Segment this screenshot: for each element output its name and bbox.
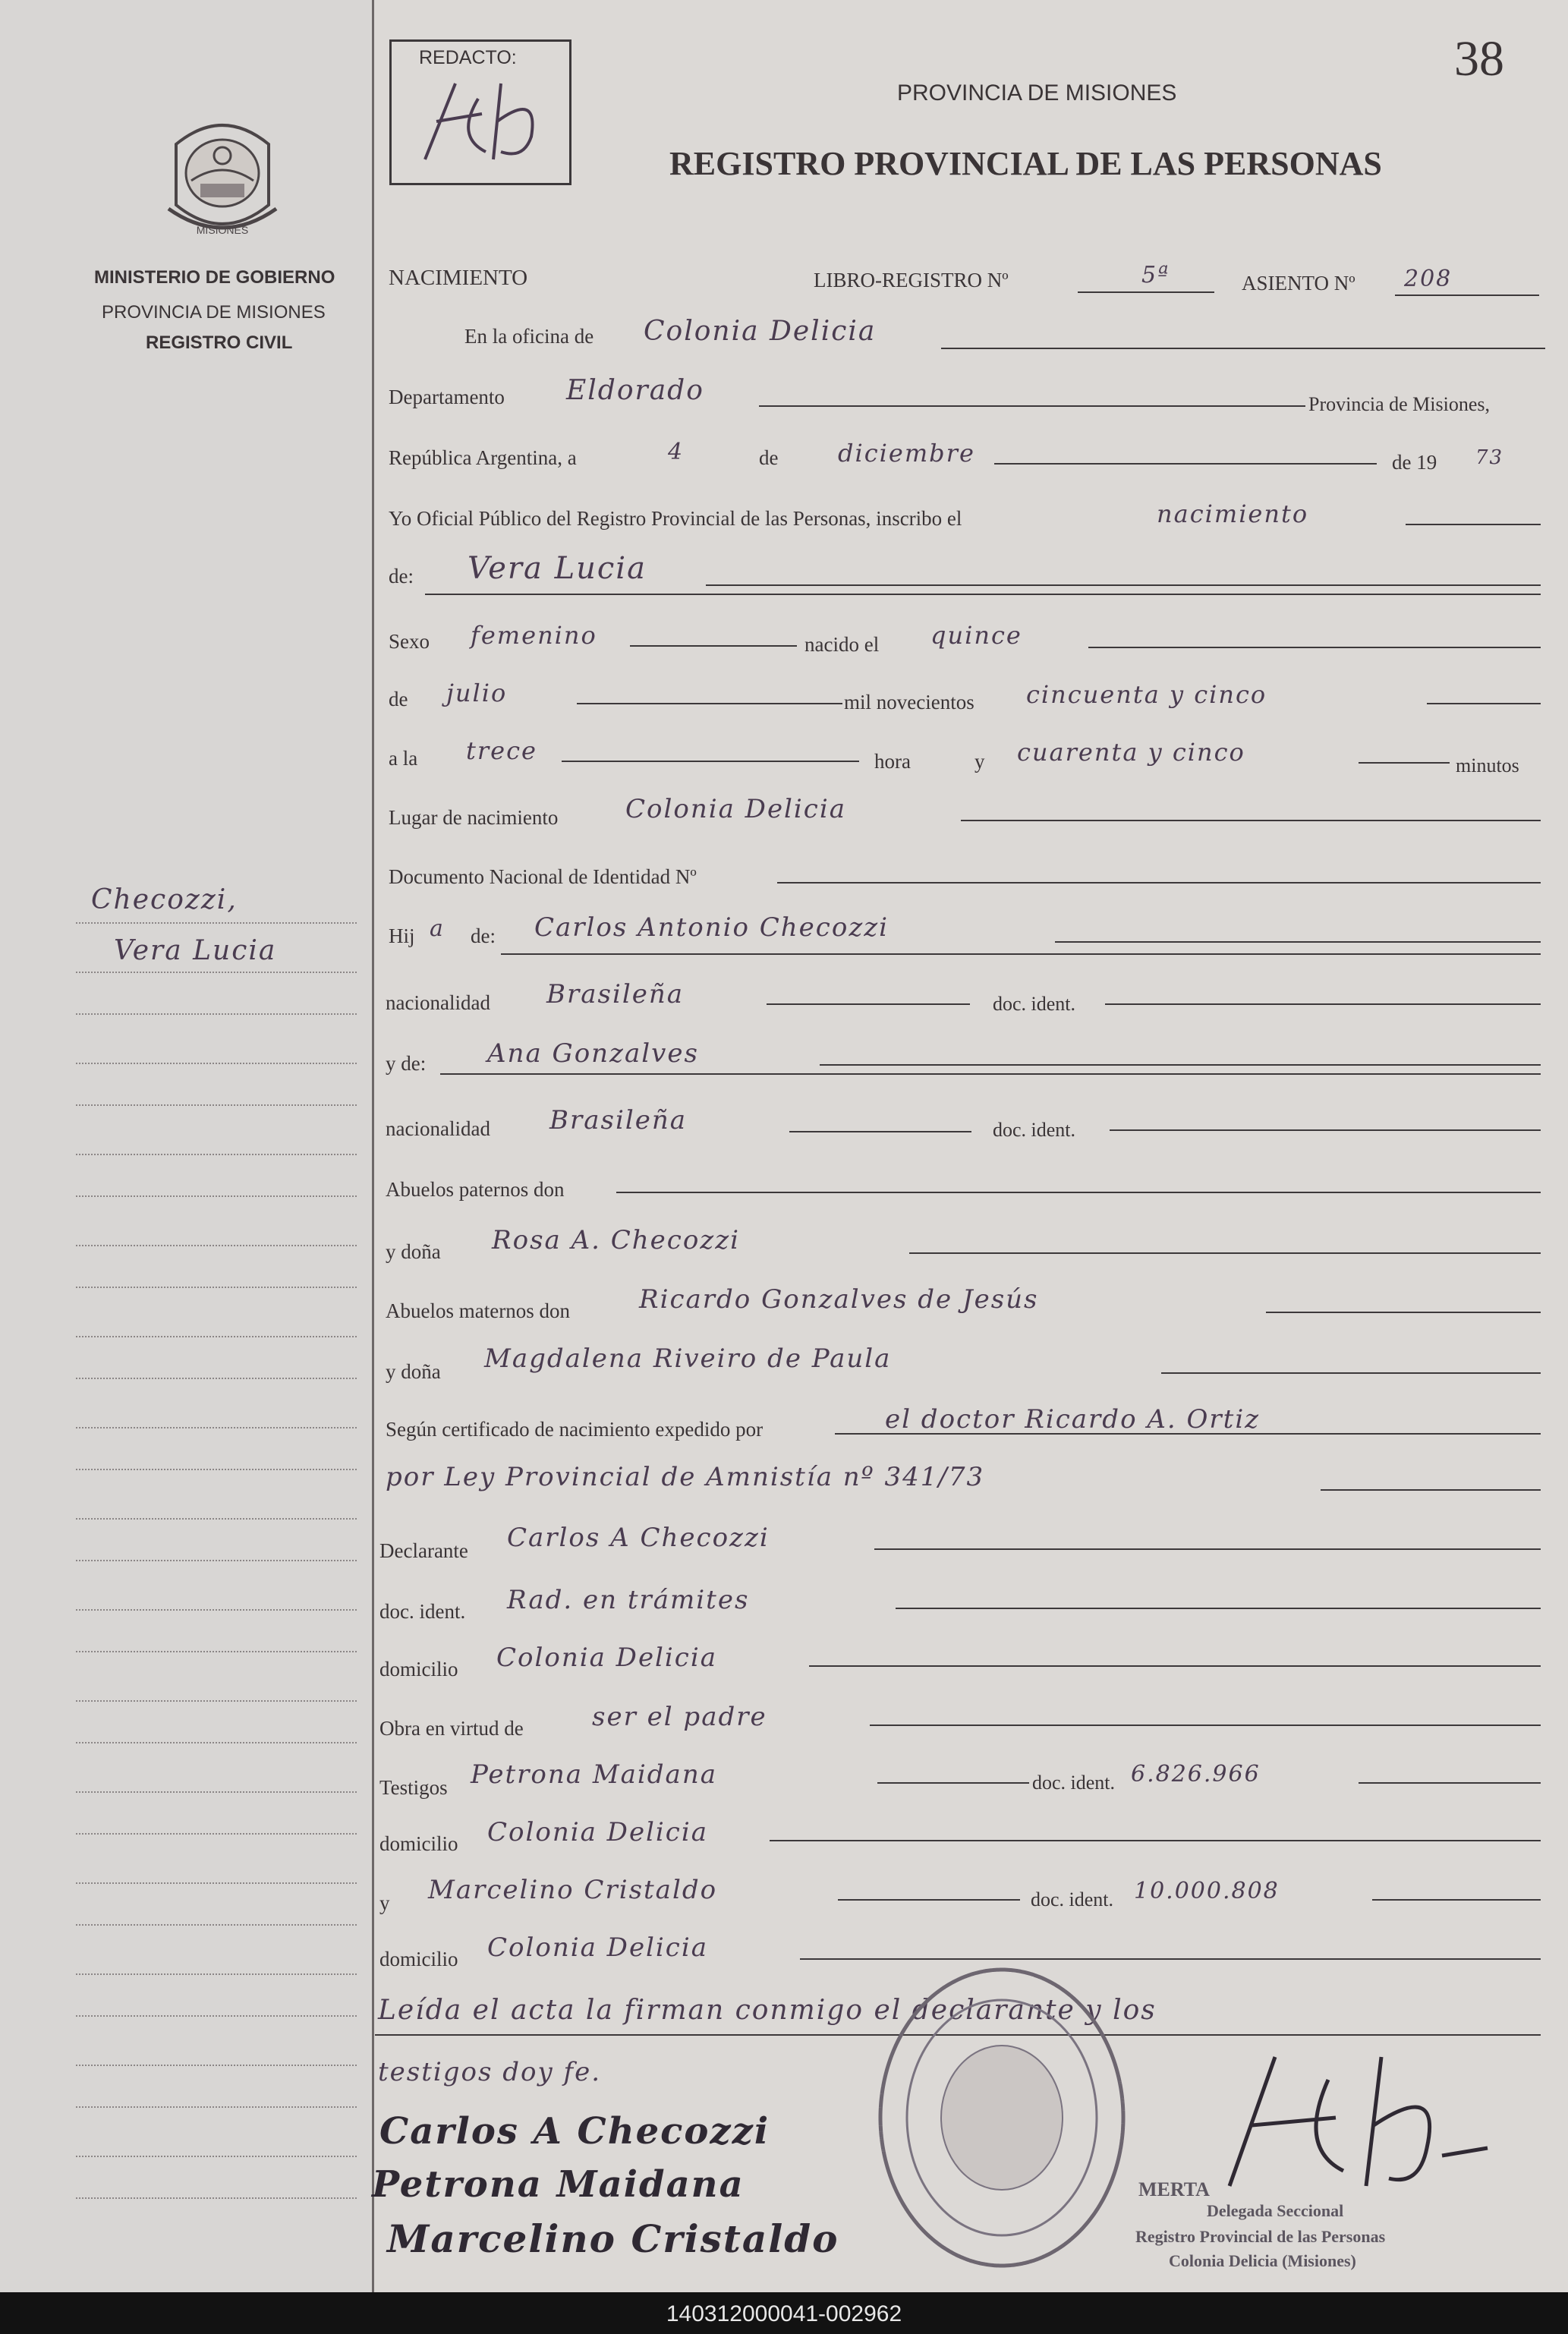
- nacionalidad-madre-label: nacionalidad: [386, 1117, 490, 1140]
- testigos-label: Testigos: [379, 1776, 448, 1799]
- sexo-value: femenino: [471, 621, 597, 650]
- coat-of-arms-emblem: [161, 114, 284, 247]
- official-signature: [1214, 2034, 1503, 2209]
- mil-label: mil novecientos: [844, 691, 974, 713]
- abuela-mat-value: Magdalena Riveiro de Paula: [484, 1343, 892, 1374]
- hij-de-label: de:: [471, 924, 496, 947]
- dni-label: Documento Nacional de Identidad Nº: [389, 865, 697, 888]
- official-office: Colonia Delicia (Misiones): [1169, 2251, 1356, 2270]
- testigo2-value: Marcelino Cristaldo: [428, 1875, 718, 1905]
- civil-registry-label: REGISTRO CIVIL: [146, 332, 293, 353]
- signature-testigo-2: Marcelino Cristaldo: [387, 2216, 839, 2261]
- de-colon-label: de:: [389, 565, 414, 587]
- obra-value: ser el padre: [592, 1702, 767, 1732]
- departamento-value: Eldorado: [566, 375, 704, 406]
- nacido-label: nacido el: [804, 633, 880, 656]
- dia-value: 4: [668, 439, 685, 465]
- doc-ident-padre-label: doc. ident.: [993, 993, 1076, 1015]
- official-role: Delegada Seccional: [1207, 2201, 1344, 2220]
- svg-text:MISIONES: MISIONES: [196, 224, 249, 236]
- republica-label: República Argentina, a: [389, 446, 577, 469]
- anio-prefix: de 19: [1392, 451, 1437, 474]
- certificado-value: el doctor Ricardo A. Ortiz: [885, 1404, 1261, 1435]
- y-label: y: [974, 750, 985, 773]
- closing-line-2: testigos doy fe.: [378, 2057, 602, 2087]
- testigo2-dom-value: Colonia Delicia: [487, 1932, 708, 1963]
- y-testigo2-label: y: [379, 1891, 390, 1914]
- page-number: 38: [1454, 31, 1504, 87]
- yo-oficial-label: Yo Oficial Público del Registro Provincial de las Personas, inscribo el: [389, 507, 962, 530]
- padre-value: Carlos Antonio Checozzi: [534, 912, 889, 943]
- certificado-continuation: por Ley Provincial de Amnistía nº 341/73: [386, 1462, 985, 1492]
- departamento-label: Departamento: [389, 386, 505, 408]
- y-dona-pat-label: y doña: [386, 1240, 441, 1263]
- minutos-value: cuarenta y cinco: [1017, 738, 1245, 767]
- nac-padre-value: Brasileña: [546, 979, 684, 1010]
- signature-declarante: Carlos A Checozzi: [379, 2110, 770, 2153]
- footer-bar: [0, 2292, 1568, 2334]
- signature-testigo-1: Petrona Maidana: [372, 2163, 745, 2206]
- official-registry: Registro Provincial de las Personas: [1135, 2227, 1386, 2246]
- nacimiento-label: NACIMIENTO: [389, 266, 528, 290]
- redacto-initials-signature: [410, 68, 554, 175]
- abuelos-maternos-label: Abuelos maternos don: [386, 1299, 570, 1322]
- de-label: de: [759, 446, 779, 469]
- minutos-label: minutos: [1456, 754, 1519, 776]
- doc-ident-testigo1-label: doc. ident.: [1032, 1772, 1116, 1794]
- mes-nac-value: julio: [446, 679, 508, 707]
- header-title: REGISTRO PROVINCIAL DE LAS PERSONAS: [669, 145, 1382, 182]
- anio-nac-value: cincuenta y cinco: [1026, 680, 1267, 709]
- madre-value: Ana Gonzalves: [487, 1038, 699, 1069]
- declarante-value: Carlos A Checozzi: [507, 1523, 770, 1553]
- libro-label: LIBRO-REGISTRO Nº: [814, 269, 1009, 291]
- asiento-label: ASIENTO Nº: [1242, 272, 1355, 295]
- abuelo-mat-value: Ricardo Gonzalves de Jesús: [639, 1284, 1039, 1315]
- hora-label: hora: [874, 750, 911, 773]
- oficina-label: En la oficina de: [464, 325, 594, 348]
- ministry-label: MINISTERIO DE GOBIERNO: [94, 267, 335, 288]
- nac-madre-value: Brasileña: [549, 1105, 687, 1136]
- anio-value: 73: [1475, 446, 1504, 469]
- doc-ident-declarante-label: doc. ident.: [379, 1600, 466, 1623]
- mes-value: diciembre: [838, 439, 975, 468]
- doc-ident-madre-label: doc. ident.: [993, 1119, 1076, 1141]
- lugar-label: Lugar de nacimiento: [389, 806, 559, 829]
- abuelos-paternos-label: Abuelos paternos don: [386, 1178, 565, 1201]
- nacionalidad-padre-label: nacionalidad: [386, 991, 490, 1014]
- y-de-label: y de:: [386, 1052, 427, 1075]
- hij-suffix: a: [430, 915, 445, 942]
- libro-value: 5ª: [1141, 262, 1170, 288]
- declarante-dom-value: Colonia Delicia: [496, 1643, 717, 1673]
- header-province: PROVINCIA DE MISIONES: [897, 80, 1177, 106]
- de2-label: de: [389, 688, 408, 710]
- lugar-value: Colonia Delicia: [625, 794, 846, 824]
- oficina-value: Colonia Delicia: [644, 316, 877, 347]
- testigo2-doc-value: 10.000.808: [1134, 1878, 1280, 1904]
- official-round-stamp: [865, 1958, 1138, 2277]
- redacto-label: REDACTO:: [419, 47, 517, 68]
- certificado-label: Según certificado de nacimiento expedido por: [386, 1418, 764, 1441]
- margin-note-surname: Checozzi,: [91, 884, 238, 915]
- asiento-value: 208: [1404, 266, 1453, 292]
- testigo1-dom-value: Colonia Delicia: [487, 1817, 708, 1847]
- margin-rule: [372, 0, 374, 2292]
- nombre-value: Vera Lucia: [468, 551, 647, 586]
- declarante-doc-value: Rad. en trámites: [507, 1585, 750, 1615]
- official-name: MERTA: [1138, 2178, 1210, 2200]
- margin-note-name: Vera Lucia: [114, 935, 277, 966]
- domicilio-testigo1-label: domicilio: [379, 1832, 458, 1855]
- dia-nac-value: quince: [930, 621, 1022, 650]
- sexo-label: Sexo: [389, 630, 430, 653]
- testigo1-value: Petrona Maidana: [471, 1759, 717, 1790]
- doc-ident-testigo2-label: doc. ident.: [1031, 1888, 1114, 1910]
- abuela-pat-value: Rosa A. Checozzi: [492, 1225, 741, 1255]
- obra-label: Obra en virtud de: [379, 1717, 524, 1740]
- declarante-label: Declarante: [379, 1539, 468, 1562]
- a-la-label: a la: [389, 747, 418, 770]
- inscribo-value: nacimiento: [1157, 499, 1309, 528]
- y-dona-mat-label: y doña: [386, 1360, 441, 1383]
- domicilio-declarante-label: domicilio: [379, 1658, 458, 1680]
- testigo1-doc-value: 6.826.966: [1131, 1761, 1261, 1788]
- hora-value: trece: [466, 736, 537, 765]
- province-label: PROVINCIA DE MISIONES: [102, 302, 326, 323]
- document-id: 140312000041-002962: [666, 2301, 902, 2326]
- domicilio-testigo2-label: domicilio: [379, 1948, 458, 1970]
- hij-label: Hij: [389, 924, 415, 947]
- provincia-suffix: Provincia de Misiones,: [1308, 393, 1491, 415]
- closing-line-1: Leída el acta la firman conmigo el declarante y los: [378, 1995, 1157, 2026]
